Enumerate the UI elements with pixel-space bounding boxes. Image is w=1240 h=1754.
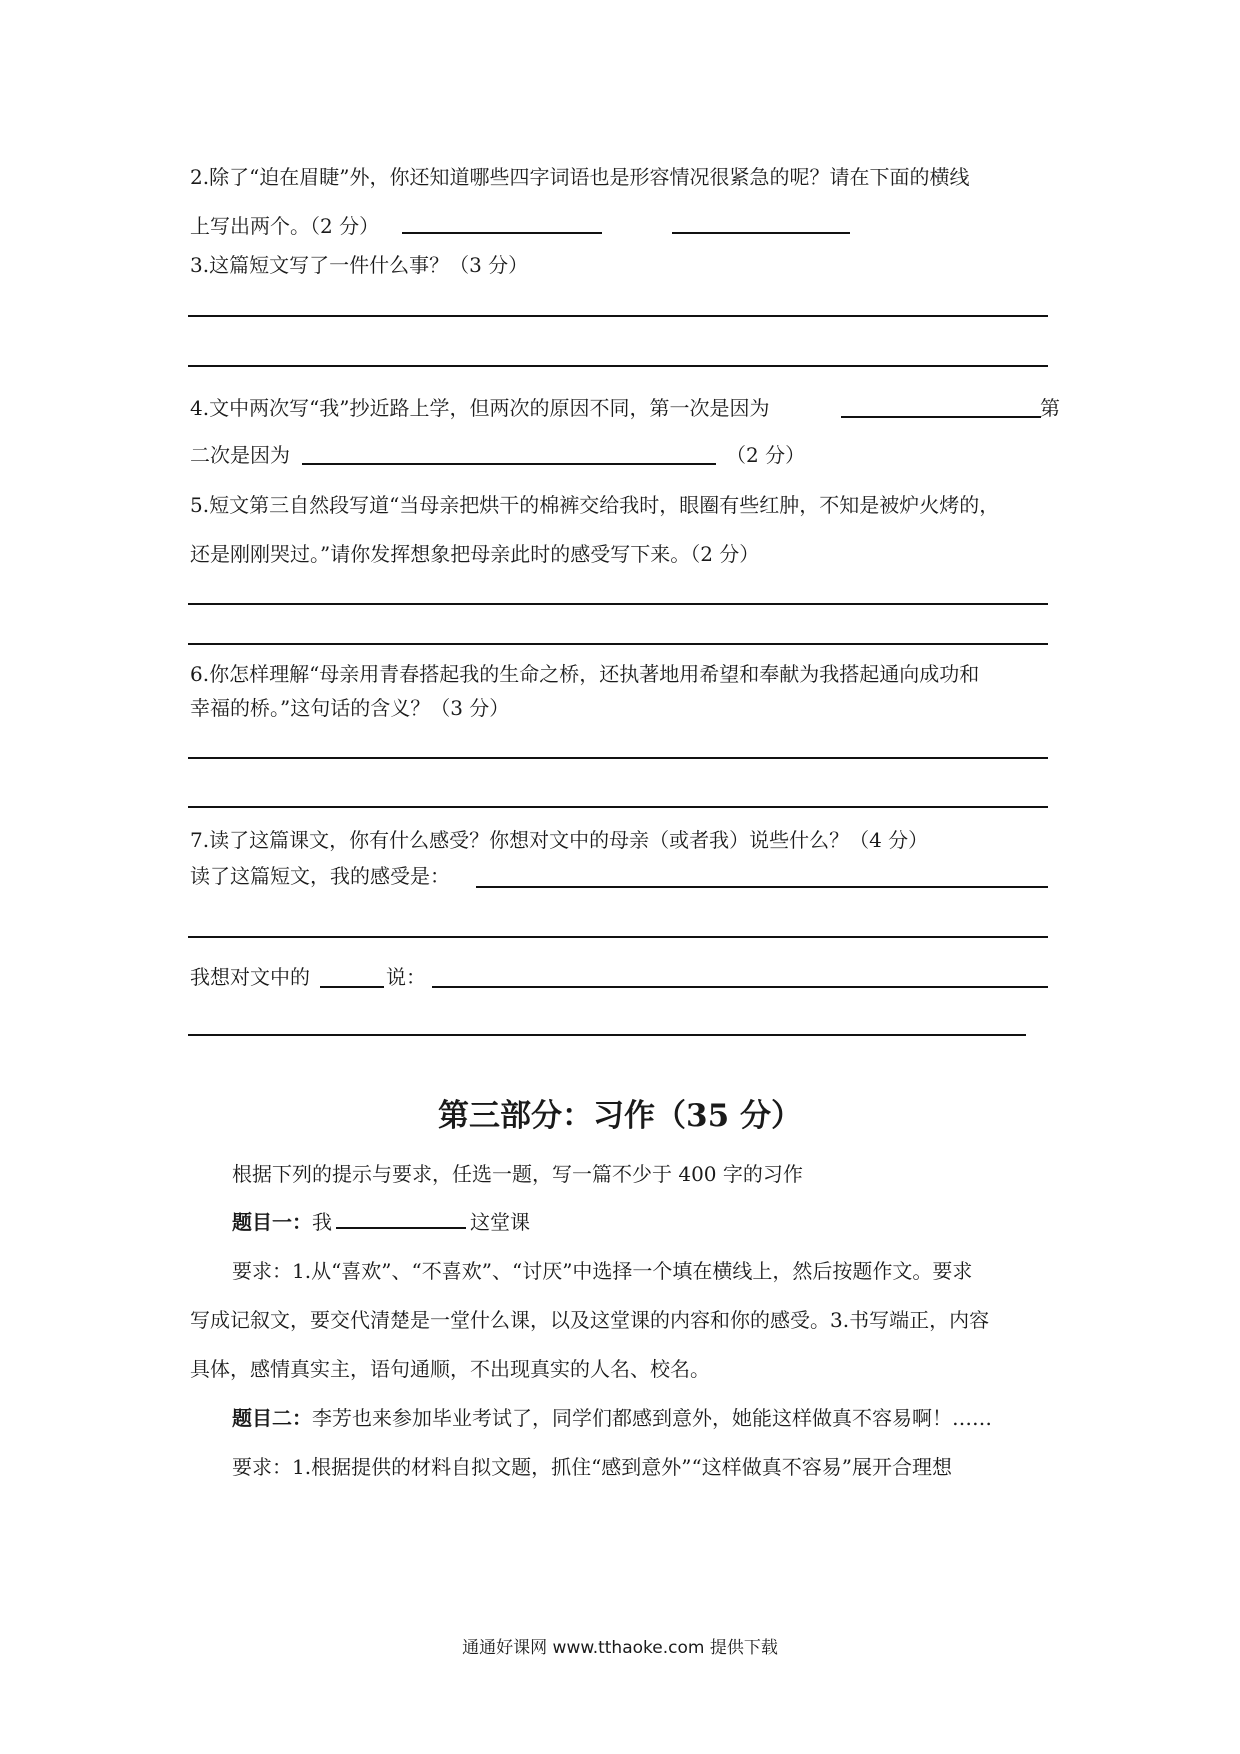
topic2 bbox=[232, 1404, 992, 1432]
part3-intro: 根据下列的提示与要求，任选一题，写一篇不少于 400 字的习作 bbox=[232, 1162, 803, 1186]
q6-line2: 幸福的桥。”这句话的含义？（3 分） bbox=[190, 696, 510, 720]
q7-say-suffix: 说： bbox=[386, 965, 426, 989]
q5-line2: 还是刚刚哭过。”请你发挥想象把母亲此时的感受写下来。（2 分） bbox=[190, 542, 760, 566]
q7-answer-line-1[interactable] bbox=[188, 936, 1048, 938]
q7-say-label: 我想对文中的 bbox=[190, 965, 310, 989]
topic2-text: 李芳也来参加毕业考试了，同学们都感到意外，她能这样做真不容易啊！…… bbox=[312, 1406, 992, 1430]
q4-line1-text: 4.文中两次写“我”抄近路上学，但两次的原因不同，第一次是因为 bbox=[190, 396, 770, 420]
req2-line1: 要求：1.根据提供的材料自拟文题，抓住“感到意外”“这样做真不容易”展开合理想 bbox=[232, 1455, 952, 1479]
q7-say-blank[interactable] bbox=[432, 986, 1048, 988]
q7-feeling-label: 读了这篇短文，我的感受是： bbox=[190, 864, 450, 888]
q3-answer-line-2[interactable] bbox=[188, 365, 1048, 367]
q3-text: 3.这篇短文写了一件什么事？（3 分） bbox=[190, 253, 529, 277]
q2-answer-blank-2[interactable] bbox=[672, 232, 850, 234]
q5-line1: 5.短文第三自然段写道“当母亲把烘干的棉裤交给我时，眼圈有些红肿，不知是被炉火烤的， bbox=[190, 493, 1000, 517]
topic1-text-a: 我 bbox=[312, 1210, 332, 1234]
req1-line3: 具体，感情真实主，语句通顺，不出现真实的人名、校名。 bbox=[190, 1357, 710, 1381]
q5-answer-line-1[interactable] bbox=[188, 603, 1048, 605]
q4-score: （2 分） bbox=[726, 443, 806, 467]
q4-line2-text: 二次是因为 bbox=[190, 443, 290, 467]
q2-line2 bbox=[190, 212, 379, 240]
q6-answer-line-2[interactable] bbox=[188, 806, 1048, 808]
q2-answer-blank-1[interactable] bbox=[402, 232, 602, 234]
q7-line1: 7.读了这篇课文，你有什么感受？你想对文中的母亲（或者我）说些什么？（4 分） bbox=[190, 828, 929, 852]
q5-answer-line-2[interactable] bbox=[188, 643, 1048, 645]
q3-answer-line-1[interactable] bbox=[188, 315, 1048, 317]
q7-feeling-blank[interactable] bbox=[476, 886, 1048, 888]
topic1-text-b: 这堂课 bbox=[470, 1210, 530, 1234]
topic1 bbox=[232, 1207, 530, 1236]
req1-line1: 要求：1.从“喜欢”、“不喜欢”、“讨厌”中选择一个填在横线上，然后按题作文。要求 bbox=[232, 1259, 973, 1283]
topic2-label: 题目二： bbox=[232, 1406, 312, 1430]
q7-who-blank[interactable] bbox=[320, 986, 384, 988]
q7-answer-line-2[interactable] bbox=[188, 1034, 1026, 1036]
q4-line1-end: 第 bbox=[1040, 396, 1060, 420]
q4-answer-blank-1[interactable] bbox=[841, 416, 1041, 418]
q2-line1: 2.除了“迫在眉睫”外，你还知道哪些四字词语也是形容情况很紧急的呢？请在下面的横线 bbox=[190, 165, 970, 189]
q6-line1: 6.你怎样理解“母亲用青春搭起我的生命之桥，还执著地用希望和奉献为我搭起通向成功和 bbox=[190, 662, 980, 686]
topic1-blank[interactable] bbox=[336, 1207, 466, 1229]
q6-answer-line-1[interactable] bbox=[188, 757, 1048, 759]
q2-line2-text: 上写出两个。（2 分） bbox=[190, 214, 380, 238]
req1-line2: 写成记叙文，要交代清楚是一堂什么课，以及这堂课的内容和你的感受。3.书写端正，内容 bbox=[190, 1308, 990, 1332]
part3-title: 第三部分：习作（35 分） bbox=[438, 1098, 802, 1134]
footer-text: 通通好课网 www.tthaoke.com 提供下载 bbox=[462, 1638, 778, 1658]
q4-answer-blank-2[interactable] bbox=[302, 463, 716, 465]
topic1-label: 题目一： bbox=[232, 1210, 312, 1234]
